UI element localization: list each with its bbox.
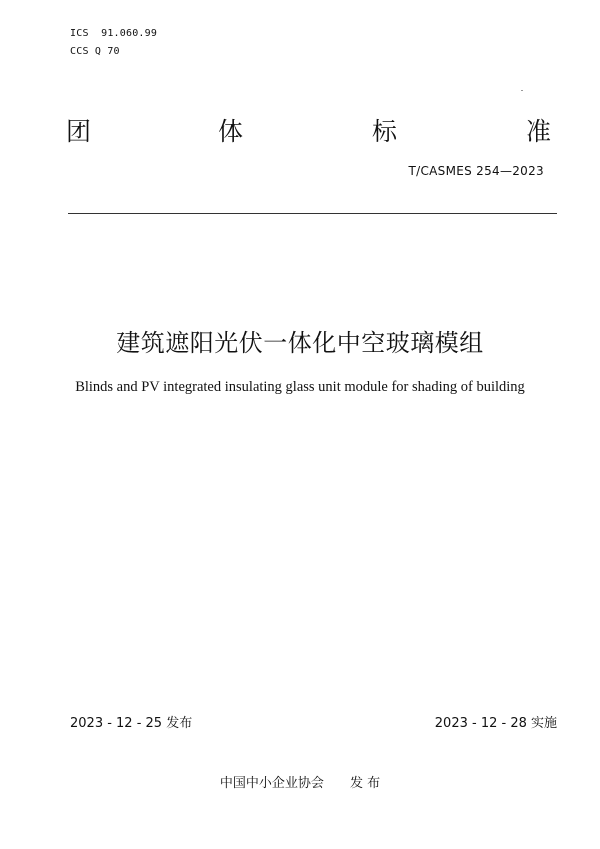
standard-type-char-2: 体 [218, 117, 244, 146]
issue-date: 2023 - 12 - 25 发布 [70, 716, 193, 731]
document-title-english: Blinds and PV integrated insulating glass unit module for shading of building [75, 379, 525, 395]
issuer-organization: 中国中小企业协会 [219, 776, 324, 791]
issuer-action: 发 布 [349, 776, 381, 791]
standard-type-char-3: 标 [372, 117, 398, 146]
ics-code: ICS 91.060.99 [70, 28, 158, 39]
ccs-code: CCS Q 70 [70, 46, 120, 57]
standard-type-heading [66, 116, 552, 148]
document-code: T/CASMES 254—2023 [408, 164, 544, 178]
standard-type-char-4: 准 [526, 117, 552, 146]
standard-type-char-1: 团 [66, 117, 92, 146]
document-title-chinese: 建筑遮阳光伏一体化中空玻璃模组 [116, 329, 484, 357]
speck-mark [521, 90, 523, 91]
issuer-line [0, 776, 600, 792]
header-divider [68, 213, 557, 214]
implementation-date: 2023 - 12 - 28 实施 [434, 716, 557, 731]
